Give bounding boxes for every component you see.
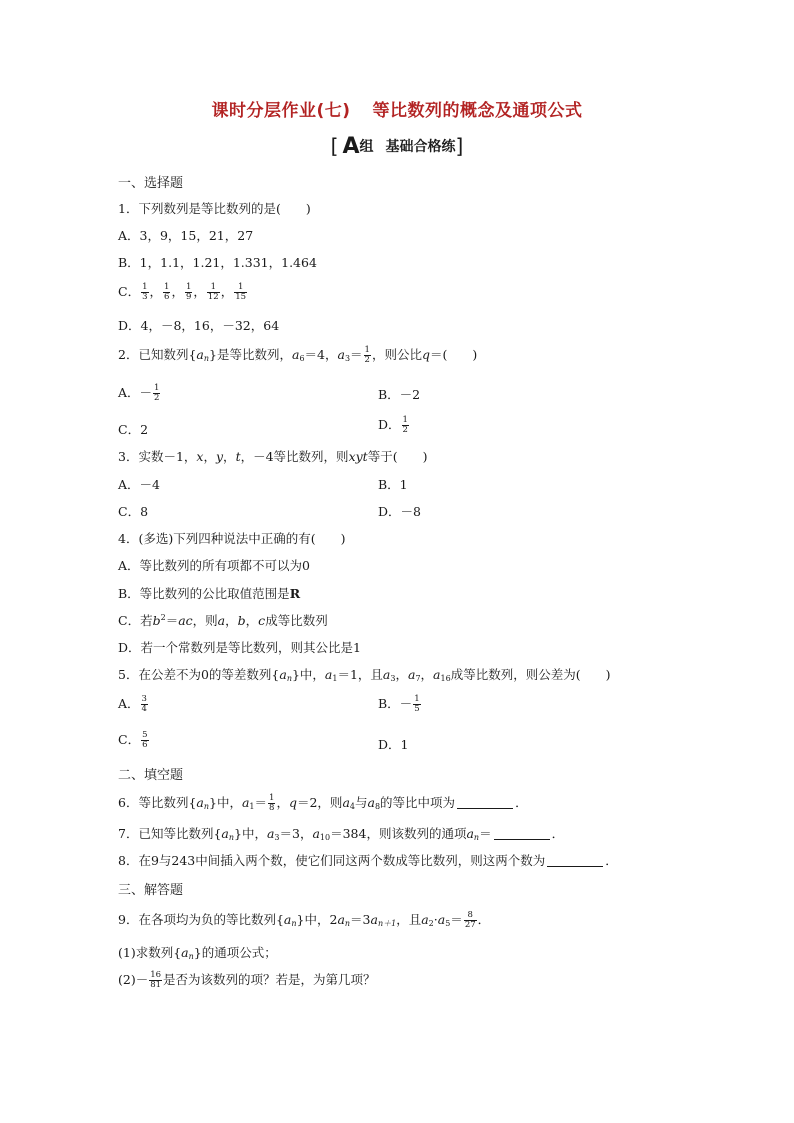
section-choice: 一、选择题 xyxy=(118,176,184,191)
q4-option-c: C．若$b^2=ac$，则a，b，c成等比数列 xyxy=(118,612,328,628)
q1-option-d: D．4，－8，16，－32，64 xyxy=(118,318,280,333)
q5-option-a: A． $\frac{3}{4}$ xyxy=(118,694,147,714)
q5-option-d: D．1 xyxy=(378,737,409,752)
section-fill: 二、填空题 xyxy=(118,768,184,783)
group-letter: A xyxy=(342,134,360,159)
q3-stem: 3．实数－1，x，y，t，－4等比数列，则xyt等于( ) xyxy=(118,449,428,464)
group-heading: [ A组 基础合格练] xyxy=(330,134,464,159)
section-solve: 三、解答题 xyxy=(118,883,184,898)
page-title xyxy=(0,96,794,121)
group-name: 基础合格练 xyxy=(385,139,456,155)
group-suffix: 组 xyxy=(359,139,374,155)
q5-option-b: B．－ $\frac{1}{5}$ xyxy=(378,694,420,714)
q3-option-b: B．1 xyxy=(378,477,408,492)
q5-option-c: C． $\frac{5}{6}$ xyxy=(118,730,148,750)
title-part1: 课时分层作业(七) xyxy=(211,101,351,121)
q4-stem: 4．(多选)下列四种说法中正确的有( ) xyxy=(118,531,346,546)
q8-answer-blank[interactable] xyxy=(547,866,603,867)
q3-option-d: D．－8 xyxy=(378,504,421,519)
q6-stem: 6．等比数列$\{a_n\}$中，$a_1=$ $\frac{1}{8}$ ，q＝2，则$a_4$与$a_8$的等比中项为 ． xyxy=(118,793,528,813)
q1-option-c: C． $\frac{1}{3}$ ， $\frac{1}{6}$ ， $\frac{1}{9}$ ， $\frac{1}{12}$ ， $\frac{1}{15}$ xyxy=(118,282,247,302)
q6-answer-blank[interactable] xyxy=(457,808,513,809)
q2-option-d: D． $\frac{1}{2}$ xyxy=(378,415,408,435)
q1-stem: 1．下列数列是等比数列的是( ) xyxy=(118,201,311,216)
q9-stem: 9．在各项均为负的等比数列$\{a_n\}$中，$2a_n=3a_{n+1}$，且$a_2\cdot a_5=$ $\frac{8}{27}$ ． xyxy=(118,910,491,930)
q3-option-a: A．－4 xyxy=(118,477,160,492)
q7-answer-blank[interactable] xyxy=(494,839,550,840)
title-part2: 等比数列的概念及通项公式 xyxy=(372,101,583,121)
q9-sub1: (1)求数列$\{a_n\}$的通项公式； xyxy=(118,945,277,961)
q2-option-a: A．－ $\frac{1}{2}$ xyxy=(118,383,160,403)
q4-option-b: B．等比数列的公比取值范围是R xyxy=(118,586,301,601)
q5-stem: 5．在公差不为0的等差数列$\{a_n\}$中，$a_1=1$，且$a_3$，$a_7$，$a_{16}$成等比数列，则公差为( ) xyxy=(118,667,611,683)
q4-option-a: A．等比数列的所有项都不可以为0 xyxy=(118,558,310,573)
q3-option-c: C．8 xyxy=(118,504,149,519)
q1-option-a: A．3，9，15，21，27 xyxy=(118,228,254,243)
q7-stem: 7．已知等比数列$\{a_n\}$中，$a_3=3$，$a_{10}=384$，则该数列的通项$a_n=$ ． xyxy=(118,826,565,842)
q2-option-b: B．－2 xyxy=(378,387,421,402)
q1-option-b: B．1，1.1，1.21，1.331，1.464 xyxy=(118,255,317,270)
q4-option-d: D．若一个常数列是等比数列，则其公比是1 xyxy=(118,640,361,655)
q2-stem: 2．已知数列$\{a_n\}$是等比数列，$a_6=4$，$a_3=$ $\frac{1}{2}$ ，则公比q＝( ) xyxy=(118,345,478,365)
q2-option-c: C．2 xyxy=(118,422,149,437)
q8-stem: 8．在9与243中间插入两个数，使它们同这两个数成等比数列，则这两个数为 ． xyxy=(118,853,618,868)
q9-sub2: (2)－ $\frac{16}{81}$ 是否为该数列的项？若是，为第几项？ xyxy=(118,970,376,990)
